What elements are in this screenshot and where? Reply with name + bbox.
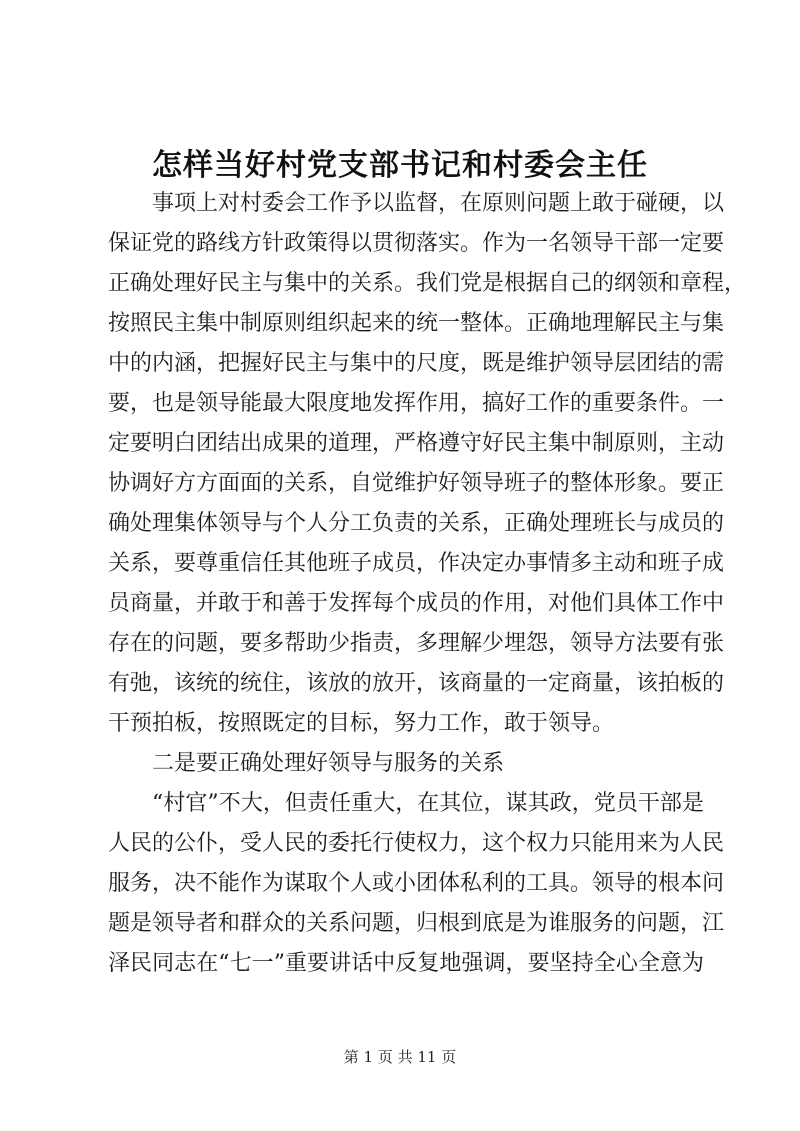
paragraph-line: 泽民同志在“七一”重要讲话中反复地强调，要坚持全心全意为 bbox=[108, 951, 704, 976]
paragraph-line: 定要明白团结出成果的道理，严格遵守好民主集中制原则，主动 bbox=[108, 431, 725, 456]
paragraph-line: 协调好方方面面的关系，自觉维护好领导班子的整体形象。要正 bbox=[108, 471, 725, 496]
document-body bbox=[108, 184, 747, 984]
paragraph-line: 服务，决不能作为谋取个人或小团体私利的工具。领导的根本问 bbox=[108, 871, 725, 896]
paragraph-line: 题是领导者和群众的关系问题，归根到底是为谁服务的问题，江 bbox=[108, 911, 725, 936]
section-heading: 二是要正确处理好领导与服务的关系 bbox=[152, 751, 505, 776]
paragraph-line: 保证党的路线方针政策得以贯彻落实。作为一名领导干部一定要 bbox=[108, 231, 725, 256]
paragraph-line: 按照民主集中制原则组织起来的统一整体。正确地理解民主与集 bbox=[108, 311, 725, 336]
paragraph-line: 干预拍板，按照既定的目标，努力工作，敢于领导。 bbox=[108, 711, 615, 736]
paragraph-line: 确处理集体领导与个人分工负责的关系，正确处理班长与成员的 bbox=[108, 511, 725, 536]
paragraph-line: 关系，要尊重信任其他班子成员，作决定办事情多主动和班子成 bbox=[108, 551, 725, 576]
paragraph-line: 中的内涵，把握好民主与集中的尺度，既是维护领导层团结的需 bbox=[108, 351, 725, 376]
paragraph-line: “村官”不大，但责任重大，在其位，谋其政，党员干部是 bbox=[152, 791, 704, 816]
paragraph-line: 事项上对村委会工作予以监督，在原则问题上敢于碰硬，以 bbox=[152, 191, 725, 216]
paragraph-line: 人民的公仆，受人民的委托行使权力，这个权力只能用来为人民 bbox=[108, 831, 725, 856]
paragraph-line: 正确处理好民主与集中的关系。我们党是根据自己的纲领和章程， bbox=[108, 271, 747, 296]
document-title: 怎样当好村党支部书记和村委会主任 bbox=[152, 148, 648, 183]
paragraph-line: 有弛，该统的统住，该放的放开，该商量的一定商量，该拍板的 bbox=[108, 671, 725, 696]
paragraph-line: 员商量，并敢于和善于发挥每个成员的作用，对他们具体工作中 bbox=[108, 591, 725, 616]
paragraph-line: 要，也是领导能最大限度地发挥作用，搞好工作的重要条件。一 bbox=[108, 391, 725, 416]
page-number-footer: 第 1 页 共 11 页 bbox=[343, 1048, 457, 1066]
paragraph-line: 存在的问题，要多帮助少指责，多理解少埋怨，领导方法要有张 bbox=[108, 631, 725, 656]
